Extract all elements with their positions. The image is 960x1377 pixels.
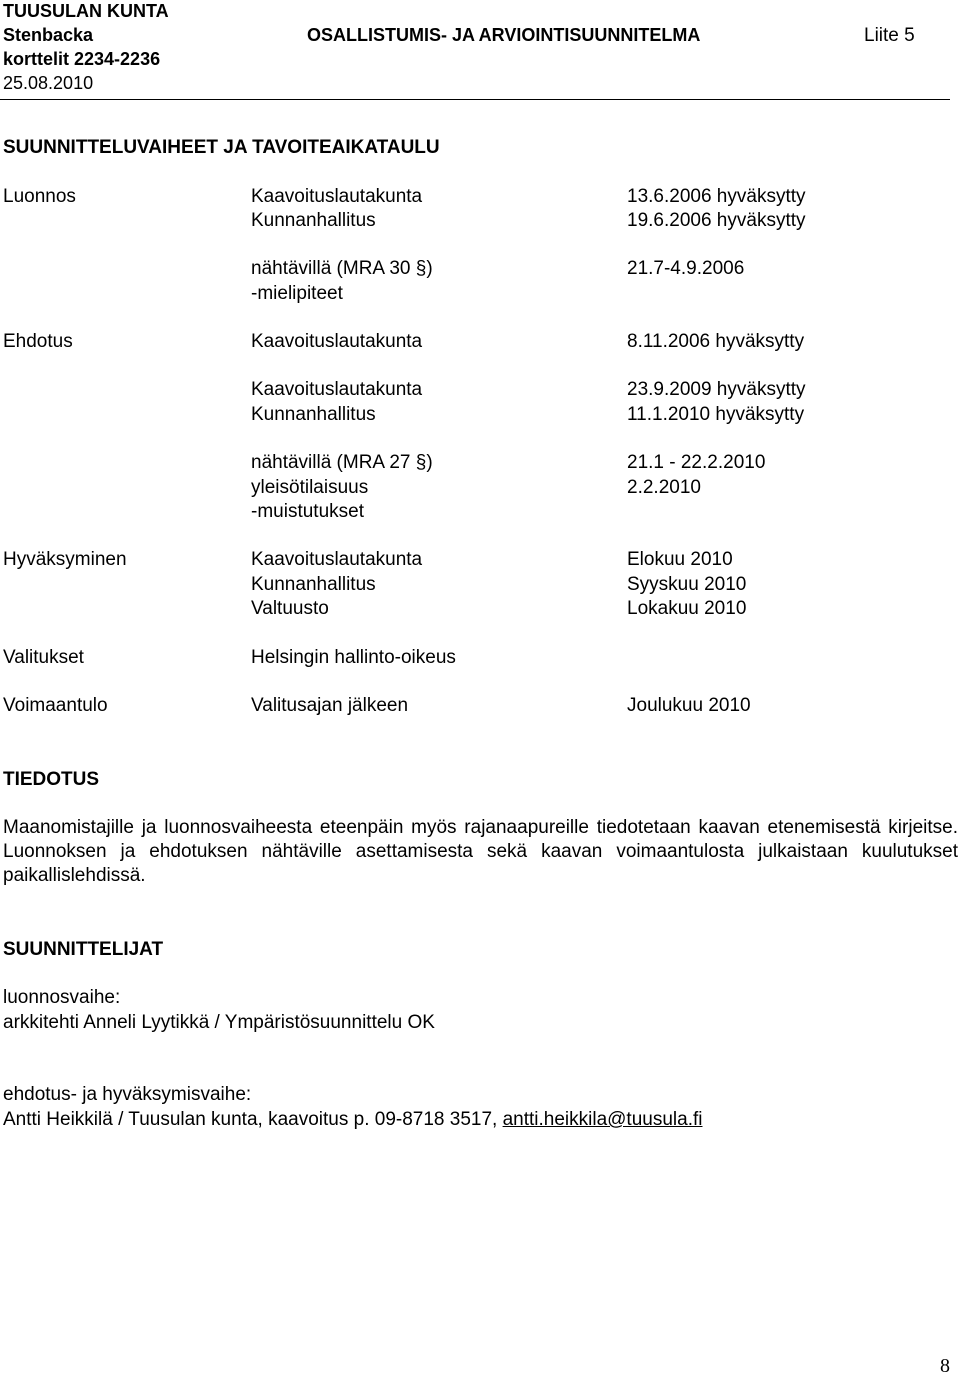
- schedule-body: Helsingin hallinto-oikeus: [251, 647, 456, 668]
- document-title: OSALLISTUMIS- JA ARVIOINTISUUNNITELMA: [307, 25, 701, 45]
- schedule-date: 23.9.2009 hyväksytty: [627, 379, 806, 400]
- planner-contact-text: Antti Heikkilä / Tuusulan kunta, kaavoitus p. 09-8718 3517,: [3, 1109, 503, 1130]
- schedule-body: Kunnanhallitus: [251, 210, 376, 231]
- schedule-body: nähtävillä (MRA 30 §): [251, 258, 433, 279]
- schedule-body: Kunnanhallitus: [251, 404, 376, 425]
- header-area: Stenbacka: [3, 25, 94, 45]
- schedule-body: yleisötilaisuus: [251, 477, 369, 498]
- header-municipality: TUUSULAN KUNTA: [3, 1, 169, 21]
- draft-phase-planner: arkkitehti Anneli Lyytikkä / Ympäristösuunnittelu OK: [3, 1012, 435, 1033]
- schedule-body: -muistutukset: [251, 501, 364, 522]
- schedule-phase: Valitukset: [3, 647, 84, 668]
- schedule-date: 2.2.2010: [627, 477, 701, 498]
- schedule-phase: Hyväksyminen: [3, 549, 127, 570]
- schedule-date: Syyskuu 2010: [627, 574, 747, 595]
- schedule-body: nähtävillä (MRA 27 §): [251, 452, 433, 473]
- schedule-body: Kaavoituslautakunta: [251, 186, 423, 207]
- schedule-date: 21.7-4.9.2006: [627, 258, 745, 279]
- schedule-body: Kaavoituslautakunta: [251, 331, 423, 352]
- header-blocks: korttelit 2234-2236: [3, 49, 161, 69]
- schedule-body: Kaavoituslautakunta: [251, 379, 423, 400]
- schedule-date: 21.1 - 22.2.2010: [627, 452, 766, 473]
- proposal-phase-planner: [3, 1110, 702, 1129]
- schedule-date: Joulukuu 2010: [627, 695, 751, 716]
- schedule-body: -mielipiteet: [251, 283, 343, 304]
- schedule-body: Valtuusto: [251, 598, 329, 619]
- header-date: 25.08.2010: [3, 73, 94, 93]
- schedule-date: 11.1.2010 hyväksytty: [627, 404, 805, 425]
- schedule-body: Kunnanhallitus: [251, 574, 376, 595]
- schedule-body: Kaavoituslautakunta: [251, 549, 423, 570]
- notice-paragraph: Maanomistajille ja luonnosvaiheesta eteenpäin myös rajanaapureille tiedotetaan kaavan etenemisestä kirjeitse. Luonnoksen ja ehdotuksen nähtäville asettamisesta sekä kaavan voimaantulosta julkaistaan kuulutukset paikallislehdissä.: [3, 817, 958, 886]
- schedule-date: Lokakuu 2010: [627, 598, 747, 619]
- proposal-phase-label: ehdotus- ja hyväksymisvaihe:: [3, 1084, 252, 1105]
- draft-phase-label: luonnosvaihe:: [3, 987, 121, 1008]
- schedule-phase: Ehdotus: [3, 331, 73, 352]
- notice-heading: TIEDOTUS: [3, 769, 100, 790]
- schedule-body: Valitusajan jälkeen: [251, 695, 409, 716]
- planner-email-link[interactable]: antti.heikkila@tuusula.fi: [502, 1109, 703, 1130]
- header-divider: [0, 99, 950, 100]
- page-number: 8: [940, 1355, 950, 1377]
- appendix-label: Liite 5: [864, 25, 915, 46]
- planners-heading: SUUNNITTELIJAT: [3, 939, 164, 960]
- schedule-phase: Voimaantulo: [3, 695, 108, 716]
- schedule-date: 19.6.2006 hyväksytty: [627, 210, 806, 231]
- schedule-date: Elokuu 2010: [627, 549, 733, 570]
- schedule-date: 13.6.2006 hyväksytty: [627, 186, 806, 207]
- schedule-phase: Luonnos: [3, 186, 76, 207]
- schedule-date: 8.11.2006 hyväksytty: [627, 331, 805, 352]
- schedule-heading: SUUNNITTELUVAIHEET JA TAVOITEAIKATAULU: [3, 137, 440, 158]
